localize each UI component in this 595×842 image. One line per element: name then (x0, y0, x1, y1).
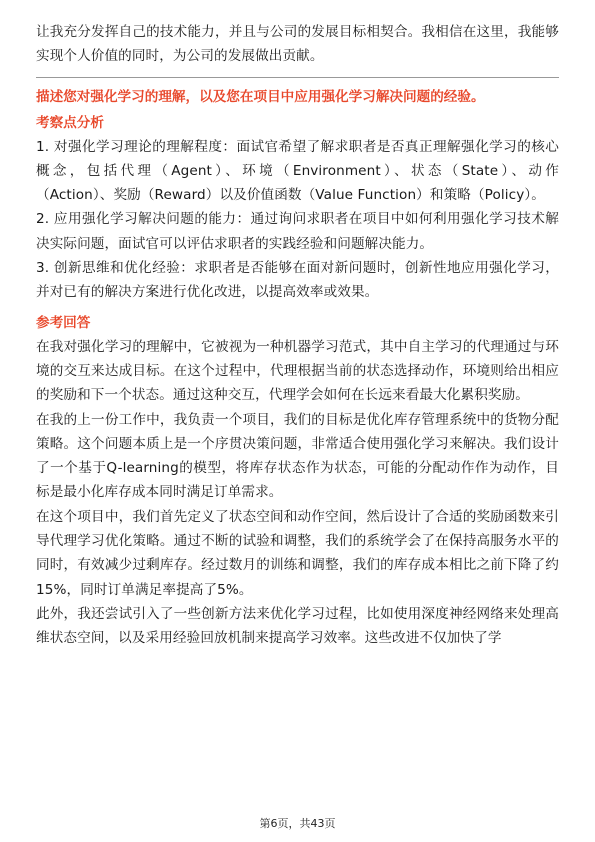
analysis-item: 2. 应用强化学习解决问题的能力：通过询问求职者在项目中如何利用强化学习技术解决实际问题，面试官可以评估求职者的实践经验和问题解决能力。 (36, 211, 559, 252)
section-divider (36, 77, 559, 78)
answer-title: 参考回答 (36, 314, 91, 331)
answer-paragraph: 在我的上一份工作中，我负责一个项目，我们的目标是优化库存管理系统中的货物分配策略。这个问题本质上是一个序贯决策问题，非常适合使用强化学习来解决。我们设计了一个基于Q-learning的模型，将库存状态作为状态，可能的分配动作作为动作，目标是最小化库存成本同时满足订单需求。 (36, 411, 559, 501)
page-number: 第6页，共43页 (259, 817, 336, 830)
answer-paragraph: 在我对强化学习的理解中，它被视为一种机器学习范式，其中自主学习的代理通过与环境的交互来达成目标。在这个过程中，代理根据当前的状态选择动作，环境则给出相应的奖励和下一个状态。通过这种交互，代理学会如何在长远来看最大化累积奖励。 (36, 338, 559, 404)
question-heading: 描述您对强化学习的理解，以及您在项目中应用强化学习解决问题的经验。 (36, 88, 485, 105)
intro-paragraph: 让我充分发挥自己的技术能力，并且与公司的发展目标相契合。我相信在这里，我能够实现个人价值的同时，为公司的发展做出贡献。 (36, 24, 559, 65)
answer-paragraph: 此外，我还尝试引入了一些创新方法来优化学习过程，比如使用深度神经网络来处理高维状态空间，以及采用经验回放机制来提高学习效率。这些改进不仅加快了学 (36, 605, 559, 647)
analysis-title: 考察点分析 (36, 114, 104, 131)
answer-paragraph: 在这个项目中，我们首先定义了状态空间和动作空间，然后设计了合适的奖励函数来引导代理学习优化策略。通过不断的试验和调整，我们的系统学会了在保持高服务水平的同时，有效减少过剩库存。经过数月的训练和调整，我们的库存成本相比之前下降了约15%，同时订单满足率提高了5%。 (36, 508, 559, 598)
analysis-item: 1. 对强化学习理论的理解程度：面试官希望了解求职者是否真正理解强化学习的核心概念，包括代理（Agent）、环境（Environment）、状态（State）、动作（Action）、奖励（Reward）以及价值函数（Value Function）和策略（Policy）。 (36, 138, 559, 204)
analysis-item: 3. 创新思维和优化经验：求职者是否能够在面对新问题时，创新性地应用强化学习，并对已有的解决方案进行优化改进，以提高效率或效果。 (36, 260, 559, 301)
page-content (36, 20, 559, 651)
